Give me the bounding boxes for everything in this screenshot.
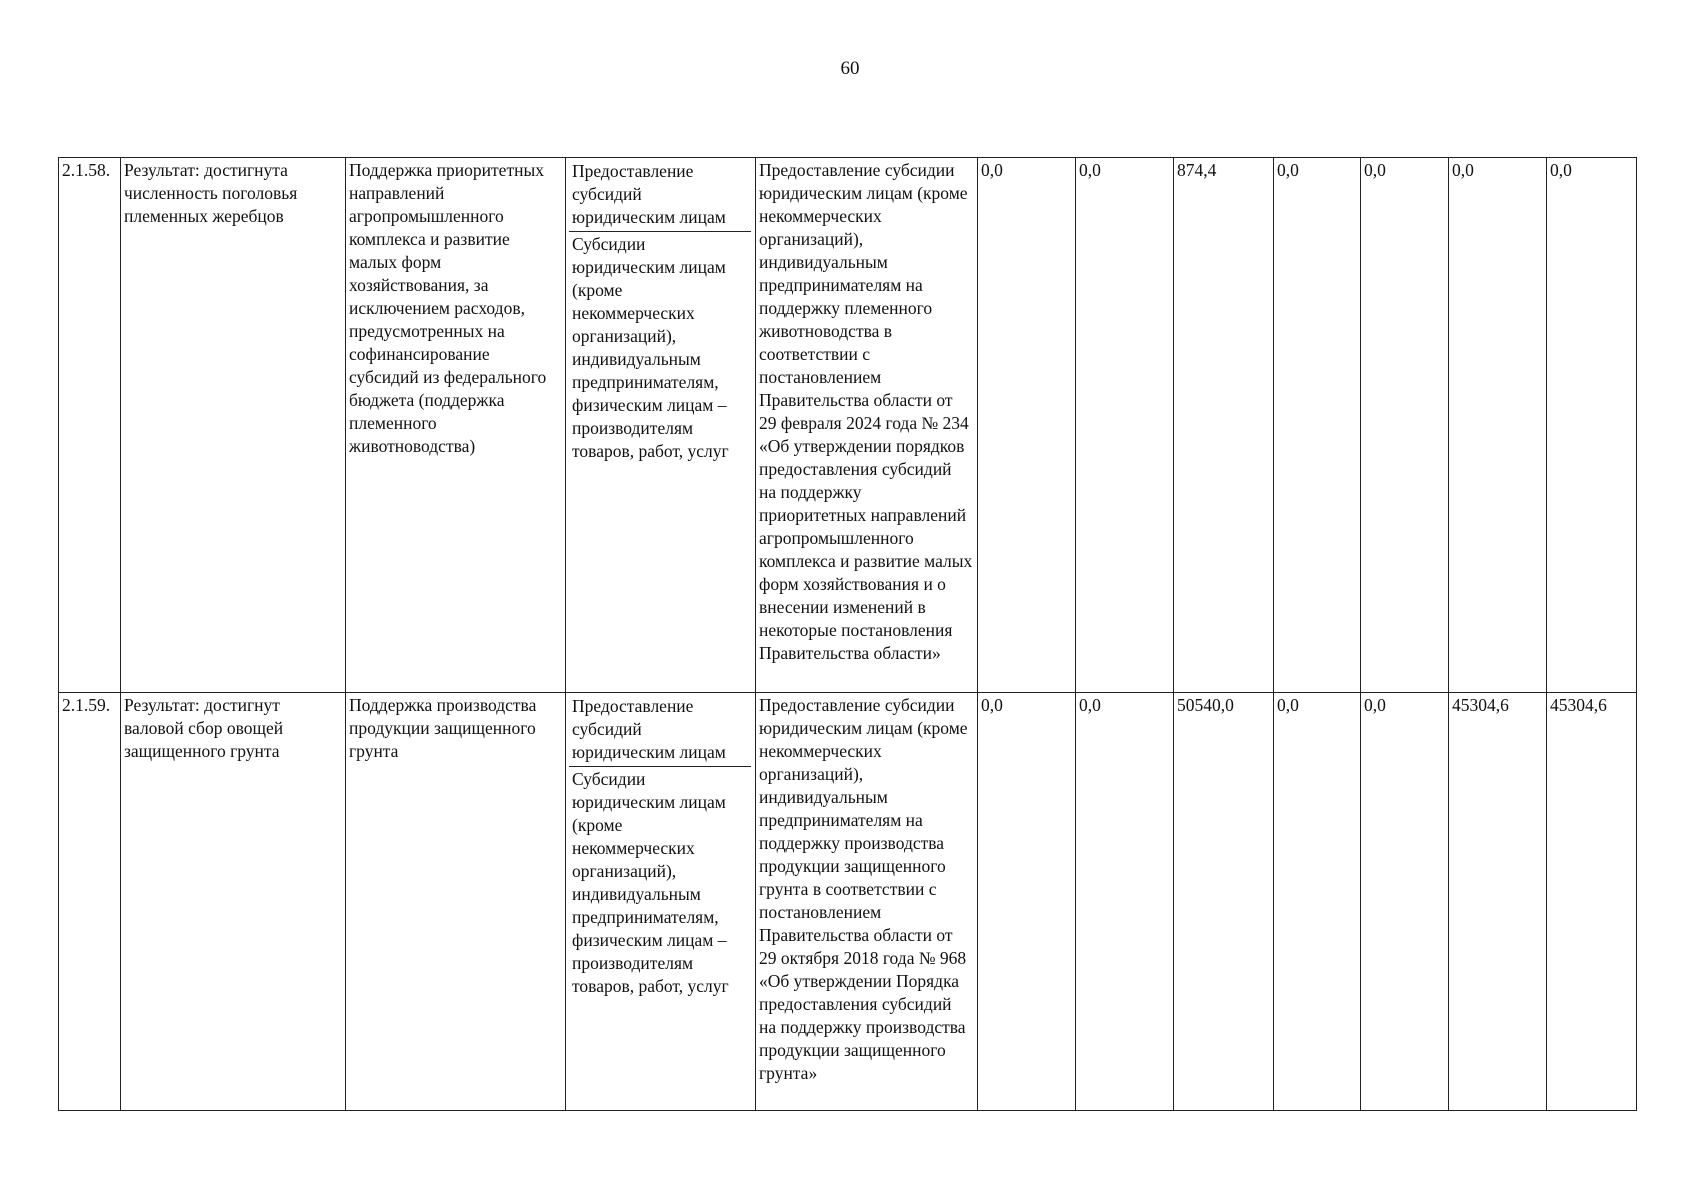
row-number: 2.1.58. xyxy=(59,158,121,693)
value-cell: 0,0 xyxy=(1076,158,1174,693)
mechanism-cell xyxy=(566,693,756,1111)
mechanism-type: Предоставление субсидий юридическим лицам xyxy=(569,159,751,232)
value-cell: 0,0 xyxy=(1274,158,1361,693)
value-cell: 0,0 xyxy=(1361,693,1449,1111)
value-cell: 50540,0 xyxy=(1174,693,1274,1111)
value-cell: 0,0 xyxy=(1449,158,1547,693)
page-number: 60 xyxy=(840,58,860,79)
mechanism-type: Предоставление субсидий юридическим лицам xyxy=(569,694,751,767)
direction-cell: Поддержка производства продукции защищенного грунта xyxy=(346,693,566,1111)
value-cell: 0,0 xyxy=(978,693,1076,1111)
table-row xyxy=(59,693,1637,1111)
description-cell: Предоставление субсидии юридическим лицам (кроме некоммерческих организаций), индивидуальным предпринимателям на поддержку производства продукции защищенного грунта в соответствии с постановлением Правительства области от 29 октября 2018 года № 968 «Об утверждении Порядка предоставления субсидий на поддержку производства продукции защищенного грунта» xyxy=(756,693,978,1111)
mechanism-recipients: Субсидии юридическим лицам (кроме некоммерческих организаций), индивидуальным предпринимателям, физическим лицам – производителям товаров, работ, услуг xyxy=(572,769,729,996)
description-cell: Предоставление субсидии юридическим лицам (кроме некоммерческих организаций), индивидуальным предпринимателям на поддержку племенного животноводства в соответствии с постановлением Правительства области от 29 февраля 2024 года № 234 «Об утверждении порядков предоставления субсидий на поддержку приоритетных направлений агропромышленного комплекса и развитие малых форм хозяйствования и о внесении изменений в некоторые постановления Правительства области» xyxy=(756,158,978,693)
value-cell: 45304,6 xyxy=(1449,693,1547,1111)
mechanism-recipients: Субсидии юридическим лицам (кроме некоммерческих организаций), индивидуальным предпринимателям, физическим лицам – производителям товаров, работ, услуг xyxy=(572,234,729,461)
value-cell: 0,0 xyxy=(978,158,1076,693)
budget-table xyxy=(58,157,1637,1111)
direction-cell: Поддержка приоритетных направлений агропромышленного комплекса и развитие малых форм хозяйствования, за исключением расходов, предусмотренных на софинансирование субсидий из федерального бюджета (поддержка племенного животноводства) xyxy=(346,158,566,693)
value-cell: 0,0 xyxy=(1361,158,1449,693)
table-row xyxy=(59,158,1637,693)
value-cell: 874,4 xyxy=(1174,158,1274,693)
row-number: 2.1.59. xyxy=(59,693,121,1111)
value-cell: 45304,6 xyxy=(1547,693,1637,1111)
mechanism-cell xyxy=(566,158,756,693)
result-cell: Результат: достигнут валовой сбор овощей защищенного грунта xyxy=(121,693,346,1111)
value-cell: 0,0 xyxy=(1547,158,1637,693)
value-cell: 0,0 xyxy=(1076,693,1174,1111)
value-cell: 0,0 xyxy=(1274,693,1361,1111)
result-cell: Результат: достигнута численность поголовья племенных жеребцов xyxy=(121,158,346,693)
